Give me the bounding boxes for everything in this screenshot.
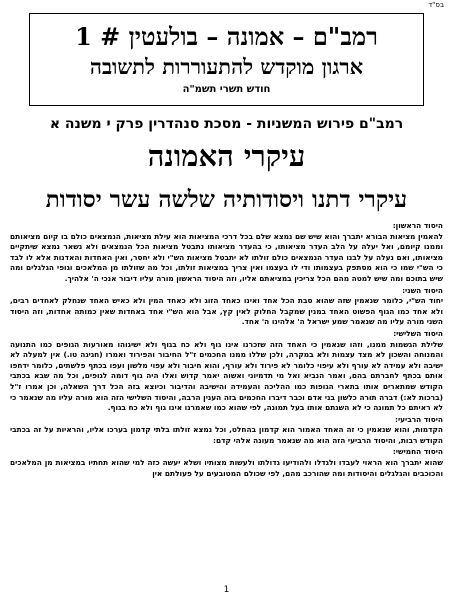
section-text: יחוד הש"י, כלומר שנאמין שזה שהוא סבת הכל אחד ואינו כאחד הזוג ולא כאחד המין ולא כאיש האחד שנחלק לאחדים רבים, ולא אחד כמו הגוף הפשוט האחד במנין שמקבל החלוק לאין קץ, אבל הוא הש"י אחד באחדות שאין כמותה אחדות, וזה היסוד השני מורה עליו מה שנאמר שמע ישראל ה' אלהינו ה' אחד.	[10, 296, 443, 327]
section-label: היסוד השלישי:	[393, 328, 443, 338]
issue-date: חודש תשרי תשמ"ה	[182, 84, 271, 95]
section-text: שהוא יתברך הוא הראוי לעבדו ולגדלו ולהודיעו גדולתו ולעשות מצותיו ושלא יעשה כזה למי שהוא תחתיו במציאות מן המלאכים והכוכבים והגלגלים והיסודות ומה שהורכב מהם, לפי שכולם המטובעים על פעולתם אין	[10, 458, 443, 478]
document-body	[10, 220, 443, 480]
org-title: ארגון מוקדש להתעוררות לתשובה	[89, 54, 364, 79]
sub-title: עיקרי דתנו ויסודותיה שלשה עשר יסודות	[45, 186, 408, 213]
section-label: היסוד השני:	[402, 285, 443, 295]
main-title: עיקרי האמונה	[147, 139, 306, 173]
header-box	[29, 13, 424, 106]
section-label: היסוד הרביעי:	[395, 414, 443, 424]
corner-mark: בס"ד	[428, 1, 444, 9]
section-text: להאמין מציאות הבורא יתברך והוא שיש שם נמצא שלם בכל דרכי המציאות הוא עילת מציאות, הנמצאים כולם בו קיום מציאותם וממנו קיומם, ואל יעלה על הלב העדר מציאותו, כי בהעדר מציאותו נתבטל מציאות הכל הנמצאים ולא נשאר נמצא שיתקיים מציאותו, ואם נעלה על לבנו העדר הנמצאים כולם זולתו לא יתבטל מציאות הש"י ולא יחסר, ואין האחדות והאדנות אלא לו לבד כי הש"י שמו כי הוא מסתפק בעצמותו ודי לו בעצמו ואין צריך במציאות זולתו, וכל מה שזולתו מן המלאכים וגופי הגלגלים ומה שיש בתוכם ומה שיש למטה מהם הכל צריכין במציאתם אליו, וזה היסוד הראשון מורה עליו דיבור אנכי ה' אלהיך.	[10, 231, 443, 283]
source-line: רמב"ם פירוש המשניות - מסכת סנהדרין פרק י משנה א	[49, 116, 404, 132]
section-label: היסוד החמישי:	[392, 447, 443, 457]
section-text: הקדמות, והוא שנאמין כי זה האחד האמור הוא קדמון בהחלט, וכל נמצא זולתו בלתי קדמון בערכו אליו, והראיות על זה בכתבי הקודש רבות, והיסוד הרביעי הזה הוא מה שנאמר מעונה אלהי קדם:	[10, 425, 443, 445]
section-label: היסוד הראשון:	[392, 221, 443, 230]
section-text: שלילת הגשמות ממנו, וזהו שנאמין כי האחד הזה שזכרנו אינו גוף ולא כח בגוף ולא ישיגוהו מאורעות הגופים כמו התנועה והמנוחה והשכון לא מצד עצמות ולא במקרה, ולכן שללו ממנו החכמים ז"ל החיבור והפירוד ואמרו (חגיגה טו.) אין למעלה לא ישיבה ולא עמידה לא עורף ולא עיפוי כלומר לא פירוד ולא עורף, והוא חיבור ולא עפוי מלשון ועפו בכתף פלשתים, כלומר ידחפו אותם בכתף לחברתם בהם, ואמר הנביא ואל מי תדמיוני ואשוה יאמר קדוש ואלו היה גוף דומה לגופים, וכל מה שבא בכתבי הקודש שמתארים אותו בתארי הגופות כמו ההליכה והעמידה והישיבה והדיבור וכיוצא בזה הכל דרך השאלה, וכן אמרו ז"ל (ברכות לא:) דברה תורה כלשון בני אדם וכבר דיברו החכמים בזה הענין הרבה, והיסוד השלישי הזה הוא מורה עליו מה שנאמר כי לא ראיתם כל תמונה כי לא השגתם אותו בעל תמונה, לפי שהוא כמו שאמרנו אינו גוף ולא כח בגוף.	[10, 339, 443, 413]
page-number: 1	[223, 585, 230, 595]
bulletin-title: רמב"ם – אמונה – בולעטין # 1	[75, 22, 378, 51]
